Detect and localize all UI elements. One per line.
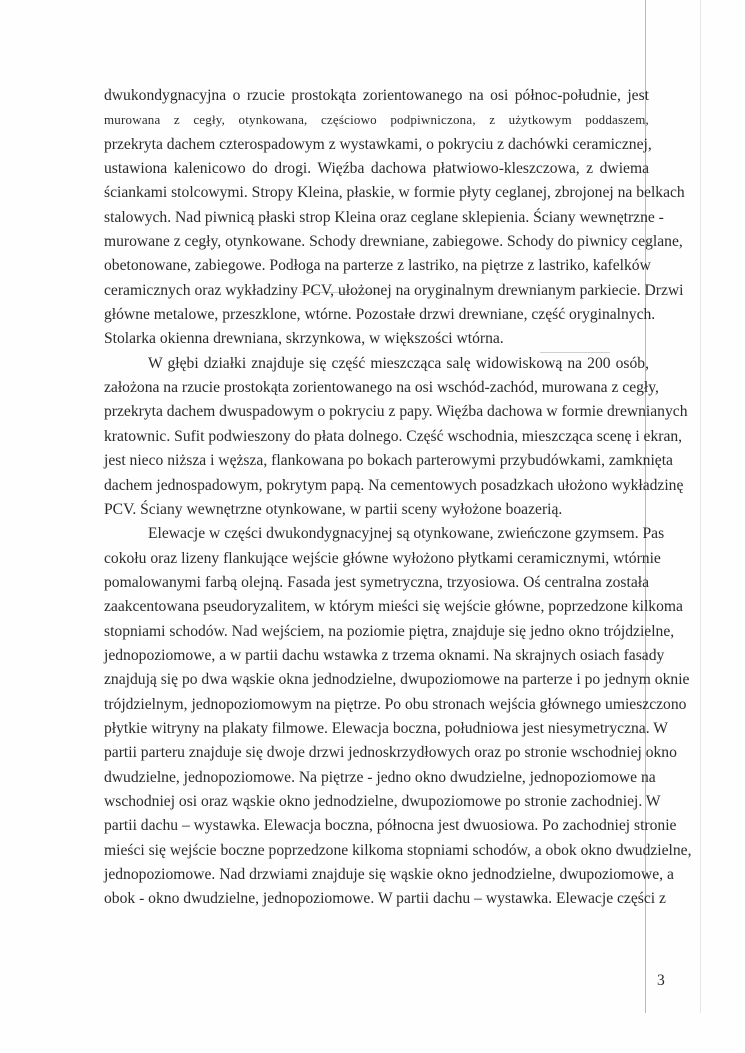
text-line: murowana z cegły, otynkowana, częściowo podpiwniczona, z użytkowym poddaszem,: [104, 112, 649, 128]
paragraph-first-line: W głębi działki znajduje się część mieszcząca salę widowiskową na 200 osób,: [148, 354, 649, 372]
text-line: partii parteru znajduje się dwoje drzwi jednoskrzydłowych oraz po stronie wschodniej okno: [104, 744, 677, 762]
text-line: jednopoziomowe, a w partii dachu wstawka z trzema oknami. Na skrajnych osiach fasady: [104, 646, 665, 664]
text-line: Stolarka okienna drewniana, skrzynkowa, w większości wtórna.: [104, 330, 504, 348]
text-line: cokołu oraz lizeny flankujące wejście główne wyłożono płytkami ceramicznymi, wtórnie: [104, 549, 661, 567]
text-line: murowane z cegły, otynkowane. Schody drewniane, zabiegowe. Schody do piwnicy ceglane,: [104, 233, 683, 251]
text-line: trójdzielnym, jednopoziomowym na piętrze. Po obu stronach wejścia głównego umieszczono: [104, 695, 687, 713]
text-line: jest nieco niższa i węższa, flankowana po bokach parterowymi przybudówkami, zamknięta: [104, 452, 673, 470]
text-line: PCV. Ściany wewnętrzne otynkowane, w partii sceny wyłożone boazerią.: [104, 500, 563, 518]
text-line: jednopoziomowe. Nad drzwiami znajduje się wąskie okno jednodzielne, dwupoziomowe, a: [104, 866, 674, 883]
text-line: kratownic. Sufit podwieszony do płata dolnego. Część wschodnia, mieszcząca scenę i ekran,: [104, 427, 683, 445]
text-line: obok - okno dwudzielne, jednopoziomowe. W partii dachu – wystawka. Elewacje części z: [104, 890, 666, 908]
text-line: dwukondygnacyjna o rzucie prostokąta zorientowanego na osi północ-południe, jest: [104, 87, 649, 104]
text-line: płytkie witryny na plakaty filmowe. Elewacja boczna, południowa jest niesymetryczna. W: [104, 719, 668, 737]
text-line: założona na rzucie prostokąta zorientowanego na osi wschód-zachód, murowana z cegły,: [104, 379, 659, 397]
text-line: przekryta dachem dwuspadowym o pokryciu z papy. Więźba dachowa w formie drewnianych: [104, 403, 688, 421]
text-line: główne metalowe, przeszklone, wtórne. Pozostałe drzwi drewniane, część oryginalnych.: [104, 306, 656, 324]
text-line: stalowych. Nad piwnicą płaski strop Kleina oraz ceglane sklepienia. Ściany wewnętrzne -: [104, 208, 664, 226]
text-line: dachem jednospadowym, pokrytym papą. Na cementowych posadzkach ułożono wykładzinę: [104, 476, 684, 494]
scan-fold-line-faint: [700, 0, 701, 1013]
text-line: partii dachu – wystawka. Elewacja boczna, północna jest dwuosiowa. Po zachodniej stronie: [104, 817, 677, 835]
text-line: stopniami schodów. Nad wejściem, na poziomie piętra, znajduje się jedno okno trójdzielne,: [104, 622, 675, 640]
text-line: mieści się wejście boczne poprzedzone kilkoma stopniami schodów, a obok okno dwudzielne,: [104, 841, 692, 859]
page-number: 3: [657, 972, 665, 989]
text-line: obetonowane, zabiegowe. Podłoga na parterze z lastriko, na piętrze z lastriko, kafelków: [104, 257, 651, 275]
text-line: pomalowanymi farbą olejną. Fasada jest symetryczna, trzyosiowa. Oś centralna została: [104, 573, 649, 591]
text-line: ceramicznych oraz wykładziny PCV, ułożonej na oryginalnym drewnianym parkiecie. Drzwi: [104, 281, 684, 299]
text-line: ustawiona kalenicowo do drogi. Więźba dachowa płatwiowo-kleszczowa, z dwiema: [104, 160, 649, 178]
text-line: dwudzielne, jednopoziomowe. Na piętrze - jedno okno dwudzielne, jednopoziomowe na: [104, 768, 656, 786]
text-line: przekryta dachem czterospadowym z wystawkami, o pokryciu z dachówki ceramicznej,: [104, 135, 652, 153]
document-body: [104, 84, 692, 912]
text-line: ściankami stolcowymi. Stropy Kleina, płaskie, w formie płyty ceglanej, zbrojonej na belkach: [104, 184, 685, 202]
text-line: znajdują się po dwa wąskie okna jednodzielne, dwupoziomowe na parterze i po jednym oknie: [104, 671, 690, 689]
text-line: wschodniej osi oraz wąskie okno jednodzielne, dwupoziomowe po stronie zachodniej. W: [104, 792, 661, 810]
text-line: zaakcentowana pseudoryzalitem, w którym mieści się wejście główne, poprzedzone kilkoma: [104, 598, 683, 616]
paragraph-first-line: Elewacje w części dwukondygnacyjnej są otynkowane, zwieńczone gzymsem. Pas: [148, 525, 665, 543]
